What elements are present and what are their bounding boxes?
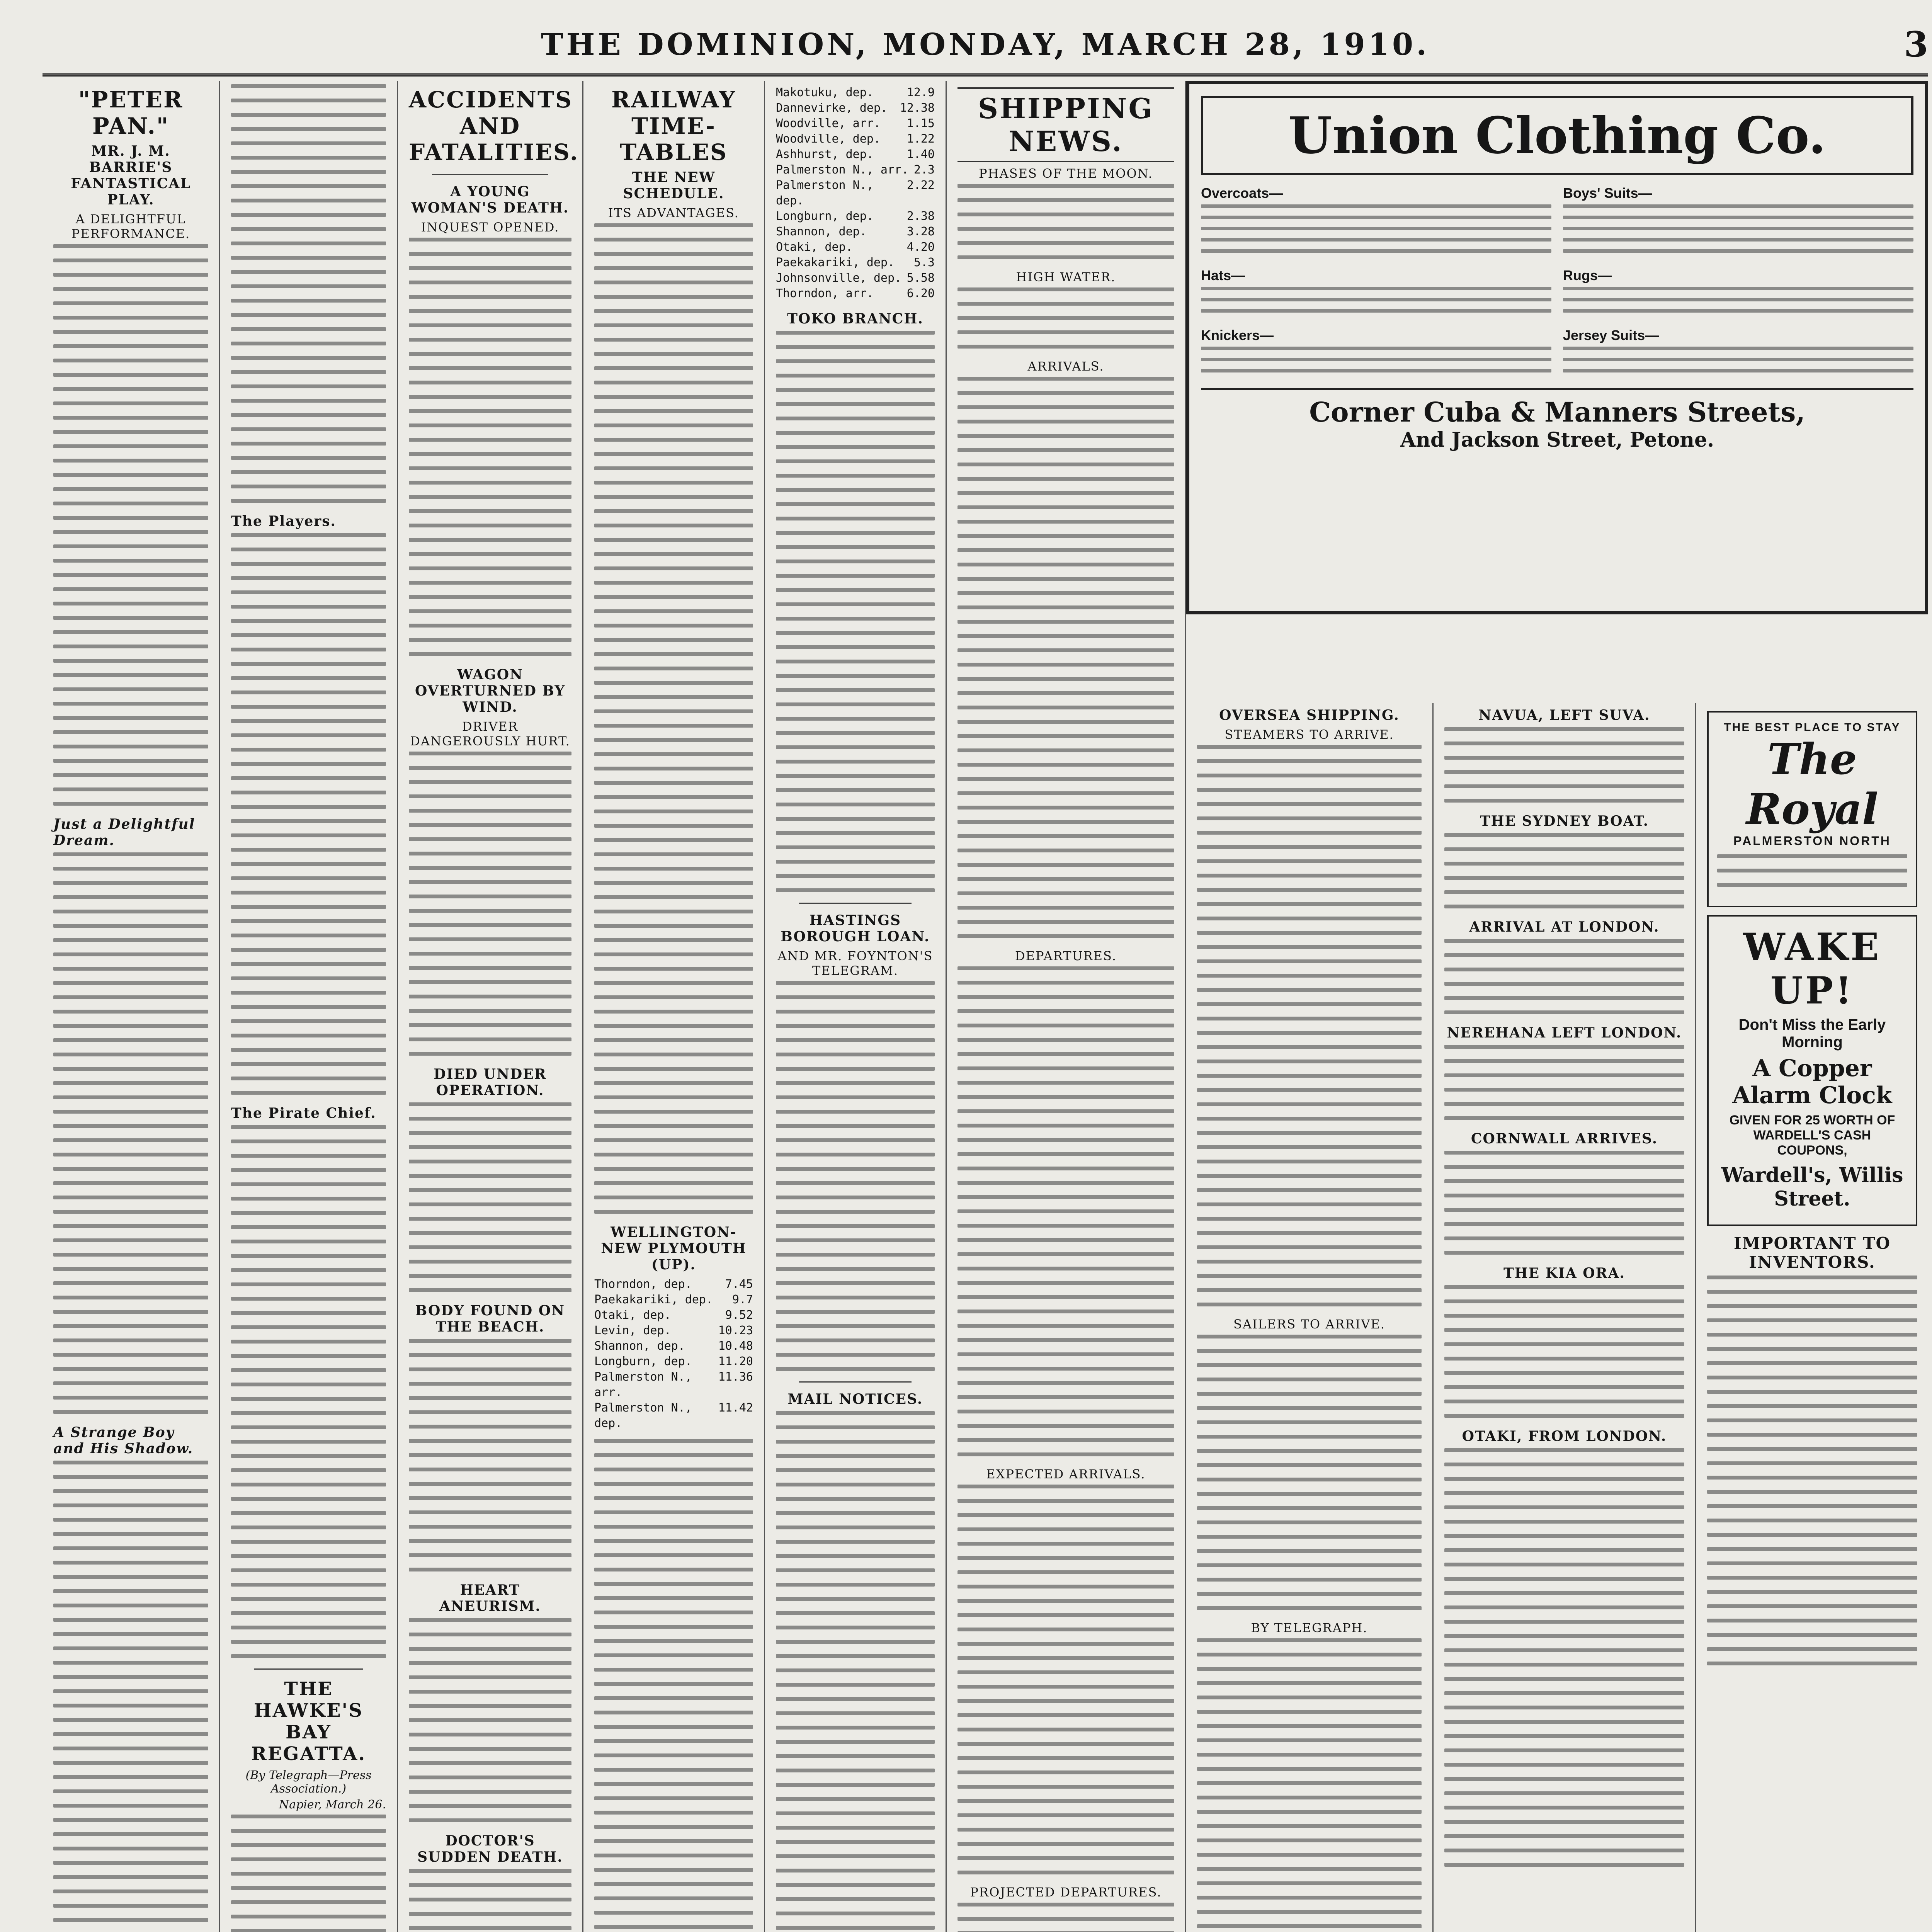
timetable-station: Otaki, dep. <box>776 240 853 254</box>
section-heading: The Players. <box>231 513 337 529</box>
timetable-row <box>594 1277 753 1292</box>
column-peter-pan <box>43 81 220 1932</box>
timetable-time: 5.58 <box>906 271 935 285</box>
timetable-row <box>776 100 935 116</box>
news-item-heading: BODY FOUND ON THE BEACH. <box>415 1303 565 1335</box>
article-heading: HASTINGS BOROUGH LOAN. <box>781 912 930 945</box>
timetable-station: Levin, dep. <box>594 1324 671 1337</box>
ad-product-title: Boys' Suits— <box>1563 185 1652 201</box>
timetable-row <box>776 85 935 100</box>
ad-line: Don't Miss the Early Morning <box>1738 1016 1886 1051</box>
body-text <box>594 223 753 1214</box>
news-item-heading: WAGON OVERTURNED BY WIND. <box>415 667 566 715</box>
body-text <box>409 1618 571 1822</box>
section-heading: Just a Delightful Dream. <box>53 816 196 849</box>
body-text <box>1197 745 1422 1306</box>
news-item-heading: DIED UNDER OPERATION. <box>434 1066 547 1099</box>
timetable-time: 12.9 <box>906 86 935 99</box>
body-text <box>1444 1045 1684 1120</box>
ad-product-title: Rugs— <box>1563 267 1612 283</box>
body-text <box>776 331 935 892</box>
timetable-time: 9.52 <box>725 1308 753 1322</box>
news-item-heading: CORNWALL ARRIVES. <box>1471 1131 1658 1147</box>
dateline: Napier, March 26. <box>279 1798 386 1811</box>
ad-product-hats <box>1201 267 1551 320</box>
news-item-heading: A YOUNG WOMAN'S DEATH. <box>411 184 569 216</box>
column-accidents <box>398 81 583 1932</box>
timetable-time: 10.48 <box>718 1339 753 1353</box>
column-advertisements <box>1696 703 1928 1932</box>
body-text <box>53 852 208 1414</box>
timetable-station: Longburn, dep. <box>776 209 874 223</box>
section-heading: DEPARTURES. <box>1015 949 1117 963</box>
column-timetables <box>765 81 947 1932</box>
ad-hotel-name: The Royal <box>1746 734 1878 834</box>
section-heading: A Strange Boy and His Shadow. <box>53 1424 194 1457</box>
column-railway <box>583 81 765 1932</box>
ad-product-title: Overcoats— <box>1201 185 1283 201</box>
timetable-station: Thorndon, arr. <box>776 287 874 300</box>
masthead <box>43 15 1928 77</box>
timetable-station: Paekakariki, dep. <box>594 1293 713 1306</box>
timetable-station: Makotuku, dep. <box>776 86 874 99</box>
timetable-row <box>594 1323 753 1338</box>
timetable-row <box>594 1400 753 1431</box>
timetable-time: 5.3 <box>913 256 935 269</box>
timetable-row <box>594 1308 753 1323</box>
ad-product-overcoats <box>1201 185 1551 260</box>
timetable-station: Thorndon, dep. <box>594 1277 692 1291</box>
timetable-time: 2.22 <box>906 179 935 192</box>
article-subheading: MR. J. M. BARRIE'S FANTASTICAL PLAY. <box>71 143 191 208</box>
body-text <box>1444 1285 1684 1418</box>
timetable-time: 6.20 <box>906 287 935 300</box>
section-heading: STEAMERS TO ARRIVE. <box>1225 727 1394 742</box>
timetable-station: Paekakariki, dep. <box>776 256 895 269</box>
article-heading: "PETER PAN." <box>78 87 184 139</box>
section-heading: EXPECTED ARRIVALS. <box>986 1467 1146 1481</box>
timetable-time: 11.36 <box>718 1370 753 1384</box>
timetable-time: 1.22 <box>906 132 935 146</box>
section-heading: PHASES OF THE MOON. <box>979 166 1153 181</box>
ad-product-title: Hats— <box>1201 267 1245 283</box>
advertisement-royal-hotel <box>1707 711 1917 907</box>
ad-product-rugs <box>1563 267 1913 320</box>
timetable-row <box>776 224 935 240</box>
timetable-time: 3.28 <box>906 225 935 238</box>
article-subheading: THE NEW SCHEDULE. <box>623 169 724 202</box>
news-item-heading: ARRIVAL AT LONDON. <box>1469 919 1660 935</box>
timetable-heading: WELLINGTON-NEW PLYMOUTH (UP). <box>601 1224 747 1273</box>
timetable-heading: TOKO BRANCH. <box>787 311 923 327</box>
article-heading: MAIL NOTICES. <box>787 1391 923 1407</box>
timetable-row <box>594 1338 753 1354</box>
timetable-time: 1.15 <box>906 117 935 130</box>
article-heading: NAVUA, LEFT SUVA. <box>1478 707 1650 723</box>
ad-product-title: Jersey Suits— <box>1563 327 1659 343</box>
advertisement-union-clothing <box>1186 81 1928 614</box>
timetable-station: Woodville, dep. <box>776 132 881 146</box>
advertisement-alarm-clock <box>1707 915 1917 1226</box>
body-text <box>231 533 386 1095</box>
timetable-station: Ashhurst, dep. <box>776 148 874 161</box>
ad-line: Wardell's, Willis Street. <box>1721 1163 1903 1211</box>
body-text <box>53 244 208 806</box>
column-shipping-notes <box>1434 703 1696 1932</box>
timetable-napier-wellington <box>776 85 935 301</box>
timetable-time: 1.40 <box>906 148 935 161</box>
timetable-row <box>594 1354 753 1369</box>
body-text <box>409 752 571 1056</box>
timetable-row <box>776 286 935 301</box>
section-heading: ARRIVALS. <box>1027 359 1104 374</box>
news-item-heading: HEART ANEURISM. <box>439 1582 541 1614</box>
article-subheading: AND MR. FOYNTON'S TELEGRAM. <box>777 949 933 978</box>
timetable-time: 7.45 <box>725 1277 753 1291</box>
byline: (By Telegraph—Press Association.) <box>245 1769 372 1796</box>
body-text <box>957 287 1174 349</box>
timetable-row <box>594 1369 753 1400</box>
news-item-subheading: INQUEST OPENED. <box>421 220 560 235</box>
timetable-row <box>776 147 935 162</box>
body-text <box>1197 1335 1422 1610</box>
timetable-station: Shannon, dep. <box>776 225 867 238</box>
news-item-heading: THE KIA ORA. <box>1503 1265 1626 1281</box>
ad-product-grid <box>1201 185 1913 380</box>
news-item-heading: NEREHANA LEFT LONDON. <box>1447 1025 1682 1041</box>
timetable-time: 2.38 <box>906 209 935 223</box>
timetable-station: Longburn, dep. <box>594 1355 692 1368</box>
ad-headline: WAKE UP! <box>1743 925 1881 1012</box>
timetable-station: Palmerston N., arr. <box>594 1370 692 1399</box>
timetable-row <box>776 178 935 209</box>
body-text <box>1444 1448 1684 1867</box>
body-text <box>957 966 1174 1456</box>
timetable-station: Woodville, arr. <box>776 117 881 130</box>
page-number: 3 <box>1904 24 1928 65</box>
article-heading: SHIPPING NEWS. <box>957 87 1174 162</box>
ad-product-knickers <box>1201 327 1551 380</box>
body-text <box>231 1125 386 1658</box>
column-players <box>220 81 398 1932</box>
section-heading: BY TELEGRAPH. <box>1251 1621 1368 1635</box>
timetable-station: Palmerston N., arr. <box>776 163 909 177</box>
timetable-row <box>776 270 935 286</box>
body-text <box>231 1815 386 1932</box>
timetable-station: Palmerston N., dep. <box>594 1401 692 1430</box>
ad-line: GIVEN FOR 25 WORTH OF WARDELL'S CASH COUPONS, <box>1729 1113 1895 1158</box>
timetable-time: 11.20 <box>718 1355 753 1368</box>
body-text <box>409 1102 571 1292</box>
article-heading: THE HAWKE'S BAY REGATTA. <box>251 1678 366 1765</box>
section-heading: The Pirate Chief. <box>231 1105 376 1121</box>
ad-line: A Copper Alarm Clock <box>1732 1055 1892 1109</box>
article-heading: ACCIDENTS AND FATALITIES. <box>409 87 579 165</box>
body-text <box>957 1903 1174 1932</box>
timetable-row <box>776 255 935 270</box>
ad-product-jersey-suits <box>1563 327 1913 380</box>
body-text <box>1444 939 1684 1014</box>
body-text <box>1707 1276 1917 1665</box>
timetable-station: Otaki, dep. <box>594 1308 671 1322</box>
timetable-station: Dannevirke, dep. <box>776 101 888 115</box>
timetable-row <box>594 1292 753 1308</box>
body-text <box>957 1485 1174 1874</box>
section-heading: SAILERS TO ARRIVE. <box>1233 1317 1385 1332</box>
news-item-heading: THE SYDNEY BOAT. <box>1480 813 1649 829</box>
article-kicker: A DELIGHTFUL PERFORMANCE. <box>71 212 190 241</box>
news-item-heading: OTAKI, FROM LONDON. <box>1462 1428 1667 1444</box>
timetable-row <box>776 131 935 147</box>
body-text <box>1717 854 1907 887</box>
masthead-title: THE DOMINION, MONDAY, MARCH 28, 1910. <box>541 27 1430 62</box>
timetable-row <box>776 162 935 178</box>
news-item-subheading: DRIVER DANGEROUSLY HURT. <box>410 719 570 748</box>
body-text <box>776 981 935 1371</box>
column-shipping-news <box>947 81 1186 1932</box>
ad-tagline: THE BEST PLACE TO STAY <box>1724 721 1901 734</box>
ad-product-title: Knickers— <box>1201 327 1274 343</box>
article-kicker: ITS ADVANTAGES. <box>608 206 739 220</box>
body-text <box>957 377 1174 938</box>
body-text <box>1444 1151 1684 1255</box>
news-item-heading: DOCTOR'S SUDDEN DEATH. <box>417 1833 563 1865</box>
timetable-time: 11.42 <box>718 1401 753 1415</box>
timetable-row <box>776 209 935 224</box>
body-text <box>594 1439 753 1932</box>
ad-address-line: Corner Cuba & Manners Streets, <box>1309 396 1805 428</box>
body-text <box>957 184 1174 259</box>
timetable-station: Shannon, dep. <box>594 1339 685 1353</box>
ad-product-boys-suits <box>1563 185 1913 260</box>
body-text <box>409 1869 571 1932</box>
section-heading: PROJECTED DEPARTURES. <box>970 1885 1162 1900</box>
body-text <box>409 1339 571 1571</box>
timetable-time: 9.7 <box>732 1293 753 1306</box>
column-oversea-shipping <box>1186 703 1434 1932</box>
article-heading: IMPORTANT TO INVENTORS. <box>1733 1234 1891 1272</box>
timetable-row <box>776 240 935 255</box>
body-text <box>409 238 571 656</box>
article-heading: RAILWAY TIME-TABLES <box>611 87 736 165</box>
ad-address-line: And Jackson Street, Petone. <box>1400 428 1714 452</box>
timetable-time: 12.38 <box>900 101 935 115</box>
body-text <box>1444 727 1684 803</box>
timetable-row <box>776 116 935 131</box>
timetable-wellington-new-plymouth <box>594 1277 753 1431</box>
ad-address <box>1201 388 1913 452</box>
body-text <box>53 1461 208 1932</box>
timetable-time: 10.23 <box>718 1324 753 1337</box>
timetable-station: Johnsonville, dep. <box>776 271 902 285</box>
timetable-station: Palmerston N., dep. <box>776 179 874 207</box>
ad-location: PALMERSTON NORTH <box>1733 834 1891 848</box>
article-heading: OVERSEA SHIPPING. <box>1219 707 1400 723</box>
timetable-time: 4.20 <box>906 240 935 254</box>
body-text <box>231 84 386 503</box>
ad-logo: Union Clothing Co. <box>1201 96 1913 175</box>
body-text <box>776 1411 935 1932</box>
body-text <box>1444 833 1684 908</box>
body-text <box>1197 1638 1422 1932</box>
section-heading: HIGH WATER. <box>1016 270 1116 284</box>
timetable-time: 2.3 <box>913 163 935 177</box>
